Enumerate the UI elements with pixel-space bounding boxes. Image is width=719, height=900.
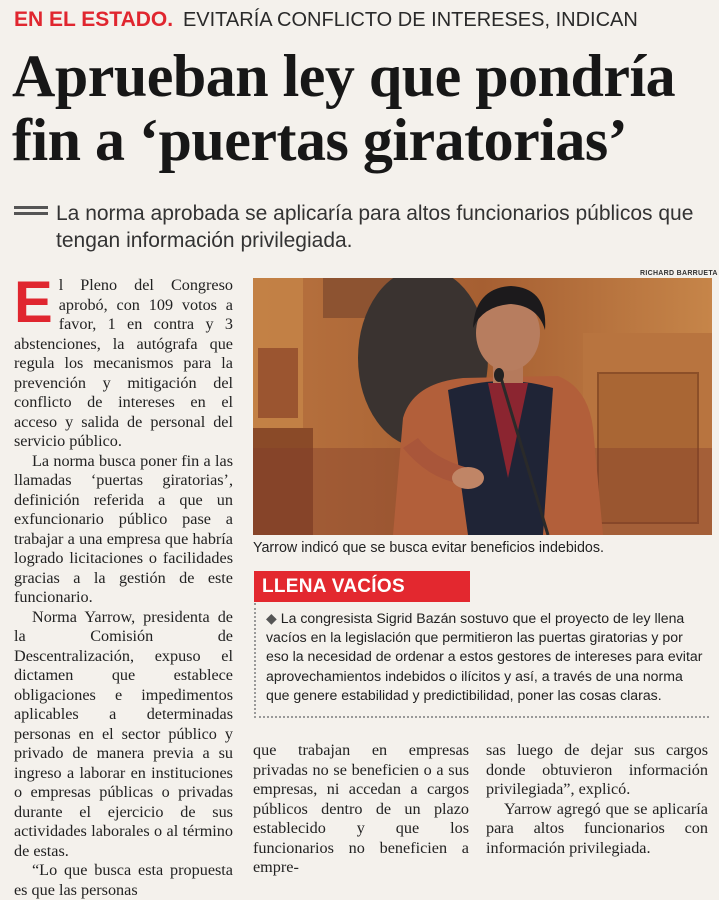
- paragraph: sas luego de dejar sus cargos donde obtuvieron información privilegiada”, explicó.: [486, 741, 708, 798]
- kicker-topic: EVITARÍA CONFLICTO DE INTERESES, INDICAN: [182, 9, 638, 31]
- sidebar-box: [254, 603, 709, 718]
- body-column-3: [486, 741, 708, 858]
- section-label: EN EL ESTADO.: [14, 8, 174, 31]
- deck-text: La norma aprobada se aplicaría para altos funcionarios públicos que tengan información privilegiada.: [56, 202, 694, 252]
- paragraph: Norma Yarrow, presidenta de la Comisión de Descentralización, expuso el dictamen que establece obligaciones e impedimentos aplicables a determinadas personas en el sector público y privado de manera previa a su ingreso a laborar en instituciones o empresas públicas o privadas durante el ejercicio de sus actividades laborales o al término de estas.: [14, 607, 233, 860]
- paragraph: que trabajan en empresas privadas no se beneficien o a sus empresas, ni accedan a cargos públicos dentro de un plazo establecido y que los funcionarios no beneficien a empre-: [253, 741, 469, 876]
- bullet-icon: ◆: [266, 610, 281, 626]
- deck-bars-icon: [14, 206, 48, 220]
- headline: Aprueban ley que pondría fin a ‘puertas giratorias’: [12, 43, 676, 173]
- paragraph: Yarrow agregó que se aplicaría para altos funcionarios con información privilegiada.: [486, 799, 708, 857]
- photo-credit: RICHARD BARRUETA: [640, 270, 718, 277]
- paragraph: La norma busca poner fin a las llamadas ‘puertas giratorias’, definición referida a que un exfuncionario público pase a trabajar a una empresa que habría logrado licitaciones o facilidades gracias a la gestión de este funcionario.: [14, 451, 233, 606]
- body-column-1: [14, 270, 233, 900]
- deck: [14, 200, 704, 254]
- photo-caption: Yarrow indicó que se busca evitar beneficios indebidos.: [253, 540, 605, 556]
- kicker: [14, 8, 638, 32]
- drop-cap: E: [14, 270, 53, 335]
- photo: [253, 278, 712, 535]
- sidebar-title: LLENA VACÍOS: [254, 571, 470, 602]
- body-column-2: [253, 741, 469, 878]
- paragraph: l Pleno del Congreso aprobó, con 109 votos a favor, 1 en contra y 3 abstenciones, la autógrafa que regula los mecanismos para la prevención y mitigación del conflicto de intereses en el acceso y salida de personal del servicio público.: [14, 276, 233, 450]
- paragraph: “Lo que busca esta propuesta es que las personas: [14, 861, 233, 899]
- photo-illustration: [253, 278, 712, 535]
- sidebar-text: La congresista Sigrid Bazán sostuvo que el proyecto de ley llena vacíos en la legislación que permitieron las puertas giratorias y por eso la necesidad de ordenar a estos gestores de intereses para evitar aprovechamientos indebidos o ilícitos y así, a través de una norma que genere estabilidad y predictibilidad, poner las cosas claras.: [266, 610, 703, 703]
